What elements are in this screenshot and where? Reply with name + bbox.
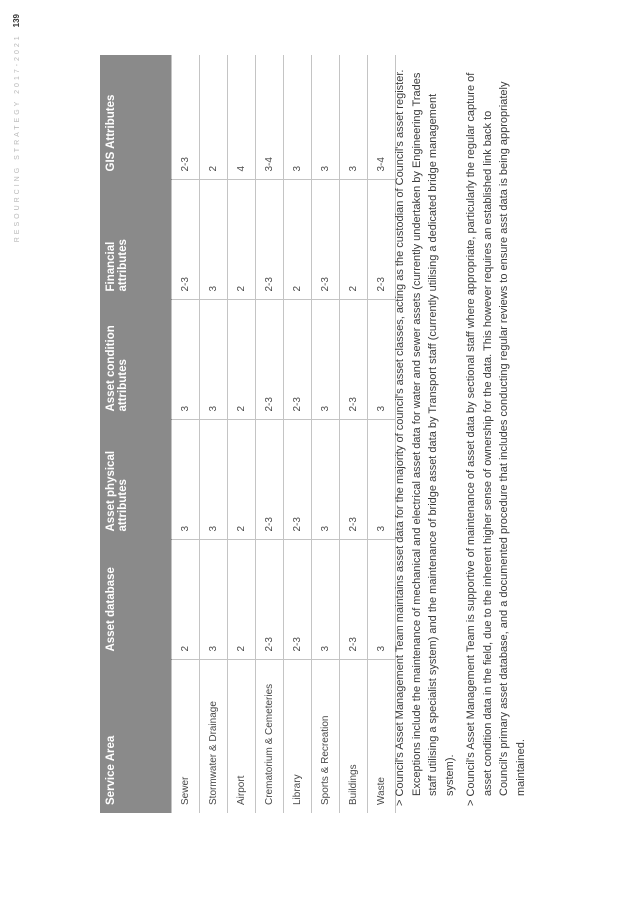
rating-cell: 3 xyxy=(200,300,228,420)
rating-cell: 2-3 xyxy=(284,540,312,660)
rating-cell: 2-3 xyxy=(256,180,284,300)
column-header: Financial attributes xyxy=(100,180,172,300)
rating-cell: 3 xyxy=(284,55,312,180)
rating-cell: 2 xyxy=(228,540,256,660)
table-body xyxy=(172,55,396,813)
rating-cell: 3 xyxy=(368,420,396,540)
rating-cell: 3 xyxy=(172,300,200,420)
rating-cell: 3 xyxy=(340,55,368,180)
rating-cell: 2-3 xyxy=(340,420,368,540)
rating-cell: 3 xyxy=(368,300,396,420)
rating-cell: 2 xyxy=(200,55,228,180)
column-header: GIS Attributes xyxy=(100,55,172,180)
rating-cell: 2-3 xyxy=(256,420,284,540)
rating-cell: 3 xyxy=(172,420,200,540)
rating-cell: 2-3 xyxy=(284,420,312,540)
rating-cell: 3 xyxy=(312,420,340,540)
service-area-cell: Sewer xyxy=(172,660,200,813)
rating-cell: 2-3 xyxy=(172,180,200,300)
column-header: Asset physical attributes xyxy=(100,420,172,540)
service-area-cell: Buildings xyxy=(340,660,368,813)
table-row xyxy=(172,55,200,813)
rating-cell: 2-3 xyxy=(368,180,396,300)
column-header: Asset database xyxy=(100,540,172,660)
rating-cell: 3 xyxy=(200,420,228,540)
rating-cell: 2 xyxy=(172,540,200,660)
notes-list xyxy=(392,66,534,806)
rating-cell: 4 xyxy=(228,55,256,180)
service-area-cell: Waste xyxy=(368,660,396,813)
table-row xyxy=(200,55,228,813)
rating-cell: 2-3 xyxy=(340,300,368,420)
rating-cell: 3 xyxy=(312,540,340,660)
rating-cell: 2-3 xyxy=(256,540,284,660)
rating-cell: 2-3 xyxy=(312,180,340,300)
table-row xyxy=(340,55,368,813)
table-row xyxy=(256,55,284,813)
rating-cell: 2 xyxy=(228,420,256,540)
rating-cell: 2 xyxy=(284,180,312,300)
service-area-cell: Crematorium & Cemeteries xyxy=(256,660,284,813)
rating-cell: 3 xyxy=(200,180,228,300)
note-paragraph: > Council's Asset Management Team maintains asset data for the majority of council's asset classes, acting as the custodian of Council's asset register. Exceptions include the maintenance of mechanical and electrical asset data for water and sewer assets (currently undertaken by Engineering Trades staff utilising a specialist system) and the maintenance of bridge asset data by Transport staff (currently utilising a dedicated bridge management system). xyxy=(394,69,456,806)
rating-cell: 2 xyxy=(228,300,256,420)
service-area-cell: Sports & Recreation xyxy=(312,660,340,813)
rating-cell: 3-4 xyxy=(256,55,284,180)
table-header-row xyxy=(100,55,172,813)
asset-data-maturity-table xyxy=(100,55,396,813)
rating-cell: 3 xyxy=(368,540,396,660)
rating-cell: 3 xyxy=(312,300,340,420)
column-header: Service Area xyxy=(100,660,172,813)
rating-cell: 2-3 xyxy=(172,55,200,180)
rating-cell: 2 xyxy=(228,180,256,300)
table-row xyxy=(284,55,312,813)
rating-cell: 3 xyxy=(312,55,340,180)
rating-cell: 2-3 xyxy=(284,300,312,420)
service-area-cell: Airport xyxy=(228,660,256,813)
service-area-cell: Library xyxy=(284,660,312,813)
rating-cell: 2-3 xyxy=(256,300,284,420)
note-paragraph: > Council's Asset Management Team is supportive of maintenance of asset data by sectional staff where appropriate, particularly the regular capture of asset condition data in the field, due to the inherent higher sense of ownership for the data. This however requires an established link back to Council's primary asset database, and a documented procedure that includes conducting regular reviews to ensure asst data is being appropriately maintained. xyxy=(465,72,527,806)
page-footer xyxy=(12,14,21,366)
column-header: Asset condition attributes xyxy=(100,300,172,420)
rating-cell: 3-4 xyxy=(368,55,396,180)
page-number: 139 xyxy=(12,14,21,28)
rating-cell: 3 xyxy=(200,540,228,660)
table-row xyxy=(312,55,340,813)
rating-cell: 2 xyxy=(340,180,368,300)
running-title: RESOURCING STRATEGY 2017-2021 xyxy=(14,33,21,243)
rating-cell: 2-3 xyxy=(340,540,368,660)
table-row xyxy=(228,55,256,813)
service-area-cell: Stormwater & Drainage xyxy=(200,660,228,813)
